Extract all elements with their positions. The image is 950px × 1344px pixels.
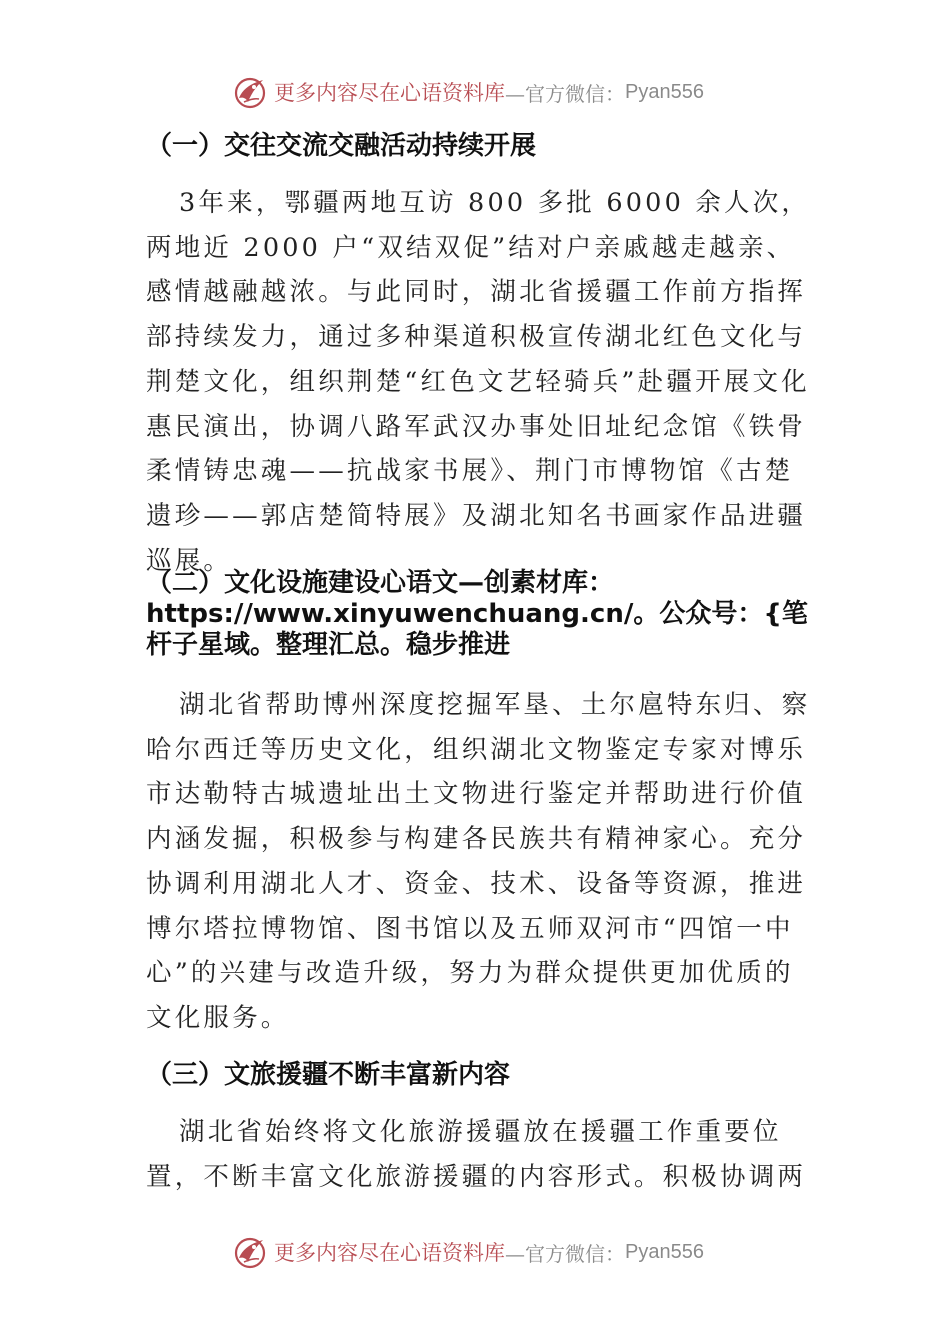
watermark-main-text: 更多内容尽在心语资料库 <box>274 1241 505 1265</box>
watermark-banner-top <box>230 72 704 112</box>
section-body-3: 湖北省始终将文化旅游援疆放在援疆工作重要位置，不断丰富文化旅游援疆的内容形式。积极协调两 <box>146 1117 807 1192</box>
ink-swirl-logo-icon <box>230 72 270 112</box>
watermark-separator-text: —官方微信： <box>505 1241 625 1266</box>
ink-swirl-logo-icon <box>230 1232 270 1272</box>
watermark-account-id: Pyan556 <box>625 1240 704 1263</box>
section-heading-1: （一）交往交流交融活动持续开展 <box>146 131 537 161</box>
watermark-banner-bottom <box>230 1232 704 1272</box>
watermark-account-id: Pyan556 <box>625 80 704 103</box>
section-heading-2: （二）文化设施建设心语文—创素材库：https://www.xinyuwenchuang.cn/。公众号：{笔杆子星域。整理汇总。稳步推进 <box>146 568 808 660</box>
section-body-1: 3年来，鄂疆两地互访 800 多批 6000 余人次，两地近 2000 户“双结双促”结对户亲戚越走越亲、感情越融越浓。与此同时，湖北省援疆工作前方指挥部持续发力，通过多种渠道积极宣传湖北红色文化与荆楚文化，组织荆楚“红色文艺轻骑兵”赴疆开展文化惠民演出，协调八路军武汉办事处旧址纪念馆《铁骨柔情铸忠魂——抗战家书展》、荆门市博物馆《古楚遗珍——郭店楚简特展》及湖北知名书画家作品进疆巡展。 <box>146 188 811 576</box>
watermark-main-text: 更多内容尽在心语资料库 <box>274 81 505 105</box>
watermark-separator-text: —官方微信： <box>505 81 625 106</box>
section-body-2: 湖北省帮助博州深度挖掘军垦、土尔扈特东归、察哈尔西迁等历史文化，组织湖北文物鉴定专家对博乐市达勒特古城遗址出土文物进行鉴定并帮助进行价值内涵发掘，积极参与构建各民族共有精神家心。充分协调利用湖北人才、资金、技术、设备等资源，推进博尔塔拉博物馆、图书馆以及五师双河市“四馆一中心”的兴建与改造升级，努力为群众提供更加优质的文化服务。 <box>146 690 811 1033</box>
section-heading-3: （三）文旅援疆不断丰富新内容 <box>146 1060 511 1090</box>
